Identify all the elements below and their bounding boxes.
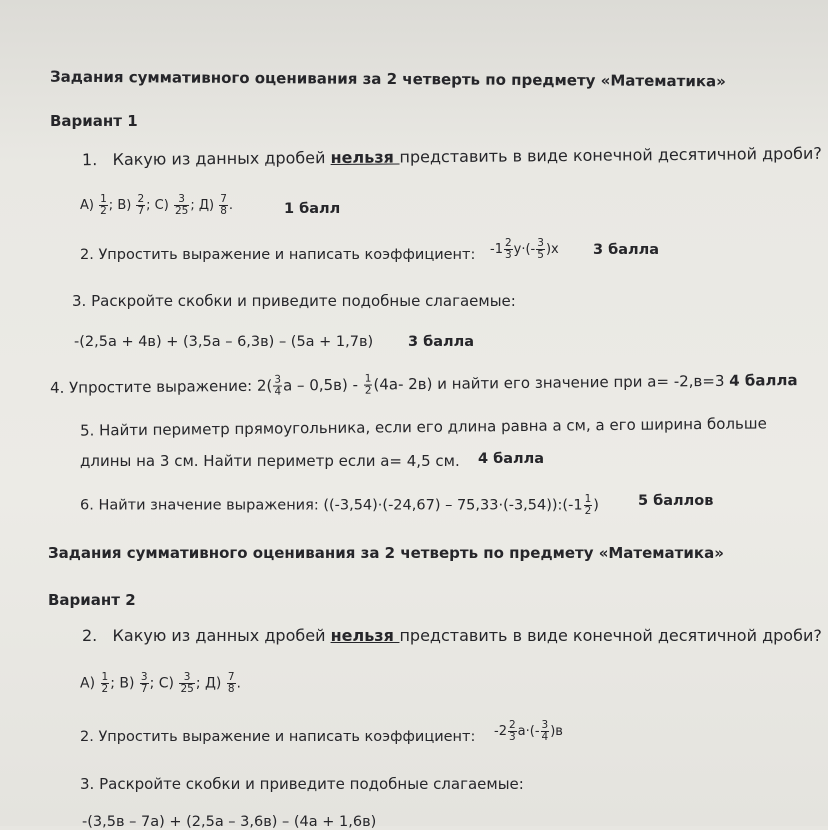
fraction: $\frac{2}{7}$ (137, 193, 145, 217)
task-1-v1: 1. Какую из данных дробей нельзя представить в виде конечной десятичной дроби? (81, 143, 822, 170)
points-1-v1: 1 балл (284, 201, 341, 217)
fraction: $\frac{7}{8}$ (220, 193, 227, 217)
task-2-v2: 2. Упростить выражение и написать коэффициент: (80, 729, 476, 745)
task-2-v1: 2. Упростить выражение и написать коэффициент: (80, 247, 476, 263)
points-3-v1: 3 балла (408, 334, 475, 350)
fraction: $\frac{1}{2}$ (100, 193, 107, 217)
task-3-expr-v1: -(2,5а + 4в) + (3,5а – 6,3в) – (5а + 1,7в) (74, 334, 374, 350)
task-2-expr-v1: -1 $\frac{2}{3}$ у·(- $\frac{3}{5}$ )х (490, 237, 559, 261)
task-1-options-v2: А) $\frac{1}{2}$ ; В) $\frac{3}{7}$ ; С) $\frac{3}{25}$ ; Д) $\frac{7}{8}$ . (80, 671, 241, 695)
task-3-v1: 3. Раскройте скобки и приведите подобные слагаемые: (72, 292, 516, 310)
points-5-v1: 4 балла (478, 451, 545, 467)
task-4-v1: 4. Упростите выражение: 2( $\frac{3}{4}$ а – 0,5в) - $\frac{1}{2}$ (4а- 2в) и найти его значение при а= -2,в=3 4 балла (49, 371, 798, 398)
variant-title-2: Вариант 2 (48, 591, 136, 609)
task-2-expr-v2: -2 $\frac{2}{3}$ а·(- $\frac{3}{4}$ )в (494, 719, 563, 743)
points-2-v1: 3 балла (593, 242, 660, 258)
task-5-v1-line1: 5. Найти периметр прямоугольника, если его длина равна а см, а его ширина больше (79, 414, 767, 440)
variant-title-1: Вариант 1 (50, 112, 138, 130)
task-3-v2: 3. Раскройте скобки и приведите подобные слагаемые: (80, 775, 524, 793)
task-1-options-v1: А) $\frac{1}{2}$ ; В) $\frac{2}{7}$ ; С) $\frac{3}{25}$ ; Д) $\frac{7}{8}$ . (80, 193, 234, 217)
task-1-v2: 2. Какую из данных дробей нельзя представить в виде конечной десятичной дроби? (82, 626, 822, 645)
task-6-v1: 6. Найти значение выражения: ((-3,54)·(-24,67) – 75,33·(-3,54)):(-1 $\frac{1}{2}$ ) (80, 493, 599, 517)
task-5-v1-line2: длины на 3 см. Найти периметр если а= 4,5 см. (80, 452, 460, 470)
fraction: $\frac{3}{25}$ (174, 193, 189, 217)
points-6-v1: 5 баллов (638, 493, 714, 509)
section-title-2: Задания суммативного оценивания за 2 четверть по предмету «Математика» (48, 544, 724, 562)
task-3-expr-v2-partial: -(3,5в – 7а) + (2,5а – 3,6в) – (4а + 1,6в) (82, 814, 377, 830)
section-title-1: Задания суммативного оценивания за 2 четверть по предмету «Математика» (49, 67, 726, 91)
